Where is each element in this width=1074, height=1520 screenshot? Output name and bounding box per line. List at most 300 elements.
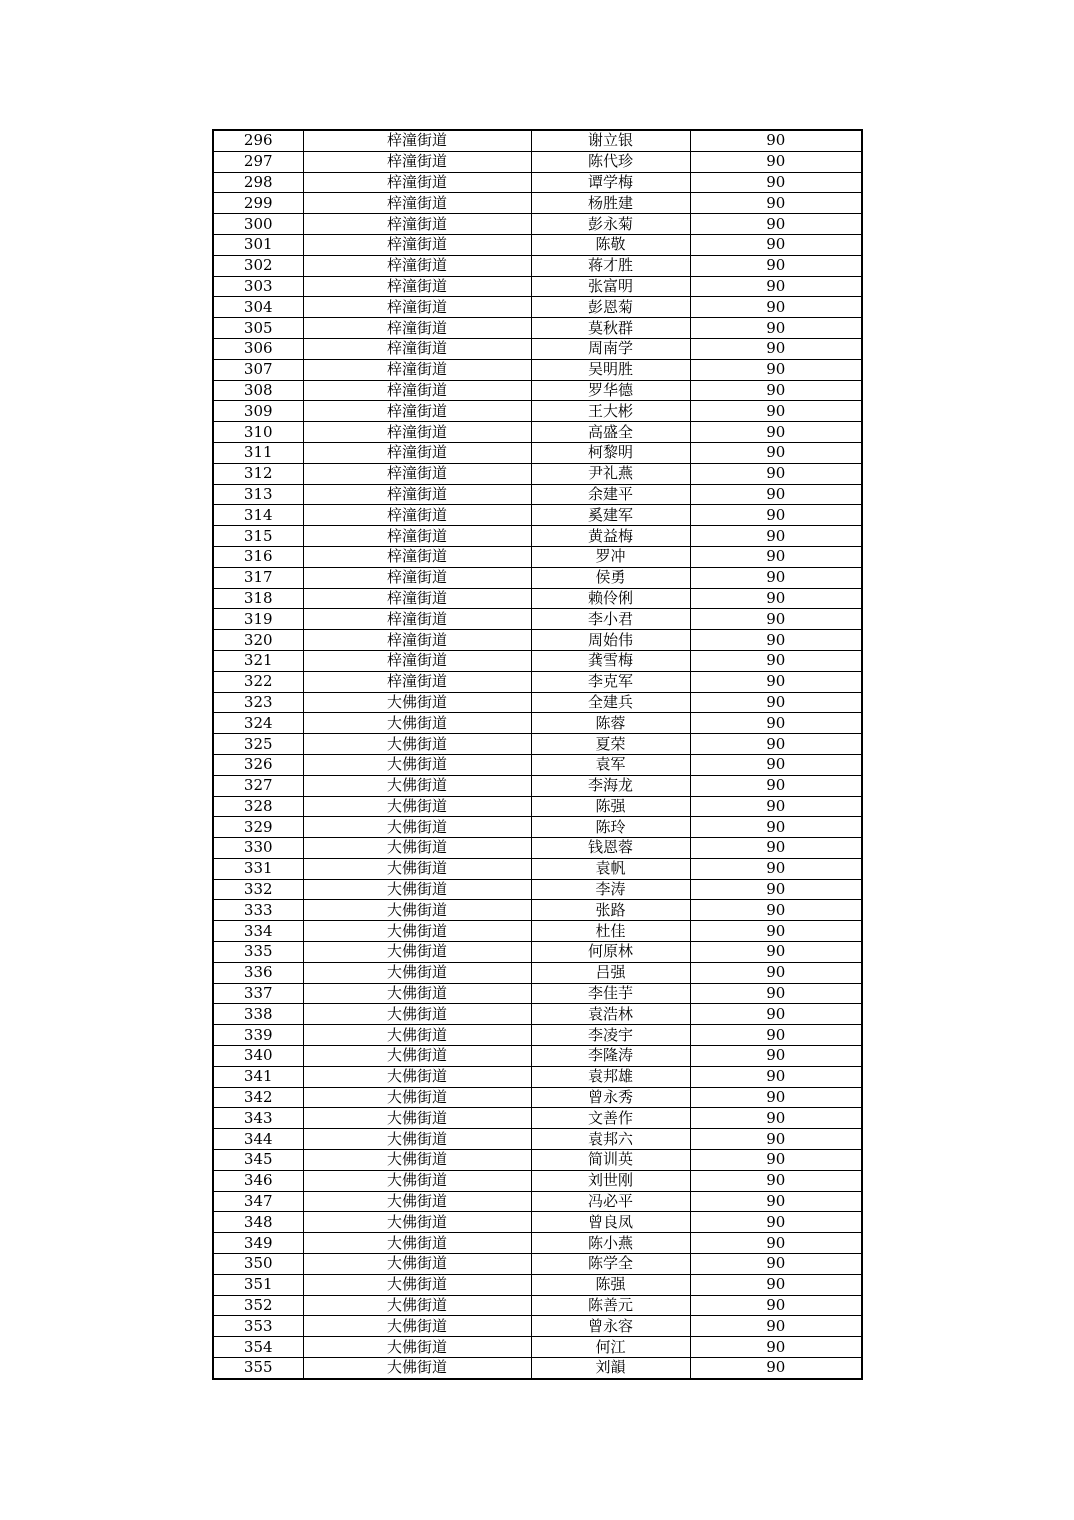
person-name-cell: 曾永容: [531, 1316, 690, 1337]
score-cell: 90: [690, 1150, 862, 1171]
row-number-cell: 333: [213, 900, 303, 921]
row-number-cell: 297: [213, 151, 303, 172]
score-cell: 90: [690, 172, 862, 193]
row-number-cell: 340: [213, 1046, 303, 1067]
street-name-cell: 大佛街道: [303, 817, 531, 838]
row-number-cell: 332: [213, 879, 303, 900]
person-name-cell: 龚雪梅: [531, 650, 690, 671]
street-name-cell: 梓潼街道: [303, 567, 531, 588]
street-name-cell: 梓潼街道: [303, 588, 531, 609]
table-row: [213, 588, 862, 609]
row-number-cell: 315: [213, 526, 303, 547]
person-name-cell: 王大彬: [531, 401, 690, 422]
row-number-cell: 300: [213, 214, 303, 235]
street-name-cell: 梓潼街道: [303, 214, 531, 235]
street-name-cell: 梓潼街道: [303, 255, 531, 276]
person-name-cell: 李海龙: [531, 775, 690, 796]
score-cell: 90: [690, 671, 862, 692]
table-row: [213, 567, 862, 588]
score-cell: 90: [690, 1129, 862, 1150]
score-cell: 90: [690, 1046, 862, 1067]
score-cell: 90: [690, 463, 862, 484]
table-row: [213, 734, 862, 755]
person-name-cell: 周南学: [531, 338, 690, 359]
street-name-cell: 梓潼街道: [303, 505, 531, 526]
score-cell: 90: [690, 151, 862, 172]
person-name-cell: 陈强: [531, 796, 690, 817]
table-row: [213, 1295, 862, 1316]
table-row: [213, 817, 862, 838]
person-name-cell: 高盛全: [531, 422, 690, 443]
score-cell: 90: [690, 754, 862, 775]
table-row: [213, 546, 862, 567]
street-name-cell: 大佛街道: [303, 879, 531, 900]
score-cell: 90: [690, 297, 862, 318]
street-name-cell: 大佛街道: [303, 838, 531, 859]
row-number-cell: 335: [213, 942, 303, 963]
row-number-cell: 303: [213, 276, 303, 297]
street-name-cell: 梓潼街道: [303, 546, 531, 567]
street-name-cell: 大佛街道: [303, 983, 531, 1004]
table-row: [213, 754, 862, 775]
street-name-cell: 大佛街道: [303, 1274, 531, 1295]
row-number-cell: 331: [213, 858, 303, 879]
row-number-cell: 311: [213, 442, 303, 463]
row-number-cell: 304: [213, 297, 303, 318]
table-row: [213, 921, 862, 942]
table-row: [213, 692, 862, 713]
person-name-cell: 李涛: [531, 879, 690, 900]
person-name-cell: 张富明: [531, 276, 690, 297]
person-name-cell: 曾良凤: [531, 1212, 690, 1233]
row-number-cell: 312: [213, 463, 303, 484]
score-cell: 90: [690, 380, 862, 401]
table-row: [213, 463, 862, 484]
score-cell: 90: [690, 817, 862, 838]
row-number-cell: 337: [213, 983, 303, 1004]
street-name-cell: 大佛街道: [303, 796, 531, 817]
table-row: [213, 214, 862, 235]
row-number-cell: 328: [213, 796, 303, 817]
row-number-cell: 341: [213, 1066, 303, 1087]
table-row: [213, 1337, 862, 1358]
row-number-cell: 352: [213, 1295, 303, 1316]
street-name-cell: 大佛街道: [303, 713, 531, 734]
score-cell: 90: [690, 879, 862, 900]
table-row: [213, 234, 862, 255]
person-name-cell: 陈代珍: [531, 151, 690, 172]
score-cell: 90: [690, 546, 862, 567]
street-name-cell: 梓潼街道: [303, 276, 531, 297]
score-cell: 90: [690, 1212, 862, 1233]
row-number-cell: 302: [213, 255, 303, 276]
row-number-cell: 348: [213, 1212, 303, 1233]
person-name-cell: 陈学全: [531, 1254, 690, 1275]
person-name-cell: 刘世刚: [531, 1170, 690, 1191]
person-name-cell: 吕强: [531, 962, 690, 983]
score-cell: 90: [690, 983, 862, 1004]
score-cell: 90: [690, 942, 862, 963]
row-number-cell: 317: [213, 567, 303, 588]
row-number-cell: 310: [213, 422, 303, 443]
person-name-cell: 何原林: [531, 942, 690, 963]
person-name-cell: 陈蓉: [531, 713, 690, 734]
table-row: [213, 1254, 862, 1275]
row-number-cell: 318: [213, 588, 303, 609]
person-name-cell: 陈敬: [531, 234, 690, 255]
person-name-cell: 钱恩蓉: [531, 838, 690, 859]
street-name-cell: 梓潼街道: [303, 630, 531, 651]
person-name-cell: 袁帆: [531, 858, 690, 879]
street-name-cell: 大佛街道: [303, 1254, 531, 1275]
street-name-cell: 梓潼街道: [303, 463, 531, 484]
row-number-cell: 329: [213, 817, 303, 838]
person-name-cell: 谭学梅: [531, 172, 690, 193]
street-name-cell: 梓潼街道: [303, 359, 531, 380]
table-row: [213, 1087, 862, 1108]
table-row: [213, 630, 862, 651]
score-cell: 90: [690, 1087, 862, 1108]
person-name-cell: 彭永菊: [531, 214, 690, 235]
row-number-cell: 353: [213, 1316, 303, 1337]
row-number-cell: 338: [213, 1004, 303, 1025]
street-name-cell: 大佛街道: [303, 754, 531, 775]
street-name-cell: 梓潼街道: [303, 671, 531, 692]
table-row: [213, 297, 862, 318]
street-name-cell: 梓潼街道: [303, 650, 531, 671]
person-name-cell: 柯黎明: [531, 442, 690, 463]
table-row: [213, 193, 862, 214]
table-row: [213, 172, 862, 193]
person-name-cell: 谢立银: [531, 130, 690, 151]
score-cell: 90: [690, 1358, 862, 1379]
score-cell: 90: [690, 1254, 862, 1275]
score-cell: 90: [690, 214, 862, 235]
person-name-cell: 简训英: [531, 1150, 690, 1171]
score-cell: 90: [690, 276, 862, 297]
street-name-cell: 大佛街道: [303, 692, 531, 713]
table-row: [213, 1129, 862, 1150]
score-cell: 90: [690, 338, 862, 359]
row-number-cell: 330: [213, 838, 303, 859]
person-name-cell: 陈善元: [531, 1295, 690, 1316]
street-name-cell: 梓潼街道: [303, 442, 531, 463]
table-row: [213, 671, 862, 692]
street-name-cell: 大佛街道: [303, 1108, 531, 1129]
score-cell: 90: [690, 567, 862, 588]
street-name-cell: 梓潼街道: [303, 151, 531, 172]
row-number-cell: 309: [213, 401, 303, 422]
street-name-cell: 梓潼街道: [303, 318, 531, 339]
street-name-cell: 梓潼街道: [303, 297, 531, 318]
score-cell: 90: [690, 130, 862, 151]
person-name-cell: 全建兵: [531, 692, 690, 713]
street-name-cell: 大佛街道: [303, 921, 531, 942]
street-name-cell: 梓潼街道: [303, 234, 531, 255]
street-name-cell: 梓潼街道: [303, 193, 531, 214]
street-name-cell: 梓潼街道: [303, 484, 531, 505]
score-cell: 90: [690, 255, 862, 276]
score-cell: 90: [690, 1295, 862, 1316]
table-row: [213, 1108, 862, 1129]
person-name-cell: 赖伶俐: [531, 588, 690, 609]
row-number-cell: 336: [213, 962, 303, 983]
street-name-cell: 梓潼街道: [303, 422, 531, 443]
score-cell: 90: [690, 630, 862, 651]
table-row: [213, 983, 862, 1004]
score-cell: 90: [690, 713, 862, 734]
row-number-cell: 350: [213, 1254, 303, 1275]
row-number-cell: 344: [213, 1129, 303, 1150]
table-row: [213, 1150, 862, 1171]
person-name-cell: 彭恩菊: [531, 297, 690, 318]
score-cell: 90: [690, 609, 862, 630]
row-number-cell: 342: [213, 1087, 303, 1108]
street-name-cell: 大佛街道: [303, 1066, 531, 1087]
street-name-cell: 大佛街道: [303, 962, 531, 983]
table-row: [213, 1233, 862, 1254]
row-number-cell: 319: [213, 609, 303, 630]
row-number-cell: 305: [213, 318, 303, 339]
person-name-cell: 罗华德: [531, 380, 690, 401]
street-name-cell: 大佛街道: [303, 900, 531, 921]
row-number-cell: 354: [213, 1337, 303, 1358]
score-cell: 90: [690, 962, 862, 983]
row-number-cell: 349: [213, 1233, 303, 1254]
table-body: [213, 130, 862, 1379]
street-name-cell: 大佛街道: [303, 858, 531, 879]
score-cell: 90: [690, 734, 862, 755]
row-number-cell: 345: [213, 1150, 303, 1171]
person-name-cell: 袁军: [531, 754, 690, 775]
person-name-cell: 李凌宇: [531, 1025, 690, 1046]
person-name-cell: 刘韻: [531, 1358, 690, 1379]
person-name-cell: 张路: [531, 900, 690, 921]
score-cell: 90: [690, 234, 862, 255]
street-name-cell: 大佛街道: [303, 1233, 531, 1254]
row-number-cell: 307: [213, 359, 303, 380]
table-row: [213, 1212, 862, 1233]
person-name-cell: 李佳芋: [531, 983, 690, 1004]
table-row: [213, 775, 862, 796]
person-name-cell: 陈玲: [531, 817, 690, 838]
person-name-cell: 侯勇: [531, 567, 690, 588]
row-number-cell: 323: [213, 692, 303, 713]
street-name-cell: 大佛街道: [303, 1025, 531, 1046]
row-number-cell: 324: [213, 713, 303, 734]
person-name-cell: 陈强: [531, 1274, 690, 1295]
street-name-cell: 大佛街道: [303, 1150, 531, 1171]
street-name-cell: 梓潼街道: [303, 172, 531, 193]
row-number-cell: 306: [213, 338, 303, 359]
table-row: [213, 713, 862, 734]
table-row: [213, 858, 862, 879]
person-name-cell: 李小君: [531, 609, 690, 630]
score-cell: 90: [690, 650, 862, 671]
row-number-cell: 346: [213, 1170, 303, 1191]
person-name-cell: 文善作: [531, 1108, 690, 1129]
street-name-cell: 大佛街道: [303, 775, 531, 796]
table-row: [213, 942, 862, 963]
score-cell: 90: [690, 775, 862, 796]
street-name-cell: 梓潼街道: [303, 380, 531, 401]
row-number-cell: 321: [213, 650, 303, 671]
table-row: [213, 401, 862, 422]
row-number-cell: 343: [213, 1108, 303, 1129]
street-name-cell: 大佛街道: [303, 1316, 531, 1337]
score-cell: 90: [690, 505, 862, 526]
table-row: [213, 650, 862, 671]
person-name-cell: 夏荣: [531, 734, 690, 755]
table-row: [213, 900, 862, 921]
table-row: [213, 796, 862, 817]
data-table: [212, 129, 863, 1380]
table-row: [213, 442, 862, 463]
table-row: [213, 1025, 862, 1046]
row-number-cell: 355: [213, 1358, 303, 1379]
score-cell: 90: [690, 588, 862, 609]
street-name-cell: 大佛街道: [303, 1212, 531, 1233]
row-number-cell: 327: [213, 775, 303, 796]
person-name-cell: 陈小燕: [531, 1233, 690, 1254]
row-number-cell: 308: [213, 380, 303, 401]
table-row: [213, 151, 862, 172]
score-cell: 90: [690, 858, 862, 879]
person-name-cell: 何江: [531, 1337, 690, 1358]
table-row: [213, 255, 862, 276]
person-name-cell: 罗冲: [531, 546, 690, 567]
row-number-cell: 299: [213, 193, 303, 214]
person-name-cell: 冯必平: [531, 1191, 690, 1212]
score-cell: 90: [690, 1025, 862, 1046]
street-name-cell: 大佛街道: [303, 734, 531, 755]
person-name-cell: 莫秋群: [531, 318, 690, 339]
person-name-cell: 曾永秀: [531, 1087, 690, 1108]
score-cell: 90: [690, 1066, 862, 1087]
table-row: [213, 962, 862, 983]
row-number-cell: 320: [213, 630, 303, 651]
street-name-cell: 梓潼街道: [303, 130, 531, 151]
table-row: [213, 318, 862, 339]
score-cell: 90: [690, 422, 862, 443]
table-row: [213, 505, 862, 526]
person-name-cell: 吴明胜: [531, 359, 690, 380]
table-row: [213, 1358, 862, 1379]
table-row: [213, 1274, 862, 1295]
score-cell: 90: [690, 359, 862, 380]
street-name-cell: 梓潼街道: [303, 609, 531, 630]
street-name-cell: 大佛街道: [303, 1295, 531, 1316]
table-row: [213, 422, 862, 443]
table-row: [213, 359, 862, 380]
street-name-cell: 大佛街道: [303, 942, 531, 963]
table-row: [213, 1066, 862, 1087]
table-row: [213, 1004, 862, 1025]
table-row: [213, 380, 862, 401]
score-cell: 90: [690, 484, 862, 505]
table-row: [213, 338, 862, 359]
table-row: [213, 526, 862, 547]
person-name-cell: 袁邦六: [531, 1129, 690, 1150]
person-name-cell: 李隆涛: [531, 1046, 690, 1067]
table-row: [213, 1170, 862, 1191]
row-number-cell: 301: [213, 234, 303, 255]
table-row: [213, 130, 862, 151]
table-row: [213, 484, 862, 505]
street-name-cell: 大佛街道: [303, 1358, 531, 1379]
street-name-cell: 大佛街道: [303, 1004, 531, 1025]
score-cell: 90: [690, 692, 862, 713]
street-name-cell: 大佛街道: [303, 1087, 531, 1108]
street-name-cell: 大佛街道: [303, 1170, 531, 1191]
person-name-cell: 袁浩林: [531, 1004, 690, 1025]
row-number-cell: 325: [213, 734, 303, 755]
table-row: [213, 1046, 862, 1067]
score-cell: 90: [690, 921, 862, 942]
score-cell: 90: [690, 401, 862, 422]
person-name-cell: 周始伟: [531, 630, 690, 651]
person-name-cell: 尹礼燕: [531, 463, 690, 484]
score-cell: 90: [690, 193, 862, 214]
street-name-cell: 大佛街道: [303, 1129, 531, 1150]
street-name-cell: 梓潼街道: [303, 401, 531, 422]
score-cell: 90: [690, 1233, 862, 1254]
row-number-cell: 322: [213, 671, 303, 692]
score-cell: 90: [690, 796, 862, 817]
row-number-cell: 316: [213, 546, 303, 567]
score-cell: 90: [690, 1004, 862, 1025]
street-name-cell: 大佛街道: [303, 1191, 531, 1212]
street-name-cell: 梓潼街道: [303, 526, 531, 547]
table-row: [213, 1316, 862, 1337]
person-name-cell: 余建平: [531, 484, 690, 505]
row-number-cell: 314: [213, 505, 303, 526]
table-row: [213, 879, 862, 900]
table-row: [213, 1191, 862, 1212]
score-cell: 90: [690, 1170, 862, 1191]
row-number-cell: 298: [213, 172, 303, 193]
street-name-cell: 梓潼街道: [303, 338, 531, 359]
score-cell: 90: [690, 838, 862, 859]
row-number-cell: 326: [213, 754, 303, 775]
score-cell: 90: [690, 1191, 862, 1212]
table-row: [213, 276, 862, 297]
score-cell: 90: [690, 526, 862, 547]
row-number-cell: 347: [213, 1191, 303, 1212]
row-number-cell: 313: [213, 484, 303, 505]
person-name-cell: 李克军: [531, 671, 690, 692]
score-cell: 90: [690, 318, 862, 339]
table-row: [213, 838, 862, 859]
person-name-cell: 蒋才胜: [531, 255, 690, 276]
row-number-cell: 334: [213, 921, 303, 942]
table-row: [213, 609, 862, 630]
score-cell: 90: [690, 1274, 862, 1295]
score-cell: 90: [690, 900, 862, 921]
street-name-cell: 大佛街道: [303, 1046, 531, 1067]
row-number-cell: 351: [213, 1274, 303, 1295]
row-number-cell: 339: [213, 1025, 303, 1046]
street-name-cell: 大佛街道: [303, 1337, 531, 1358]
score-cell: 90: [690, 442, 862, 463]
score-cell: 90: [690, 1337, 862, 1358]
person-name-cell: 袁邦雄: [531, 1066, 690, 1087]
score-cell: 90: [690, 1108, 862, 1129]
row-number-cell: 296: [213, 130, 303, 151]
score-cell: 90: [690, 1316, 862, 1337]
person-name-cell: 杜佳: [531, 921, 690, 942]
person-name-cell: 奚建军: [531, 505, 690, 526]
